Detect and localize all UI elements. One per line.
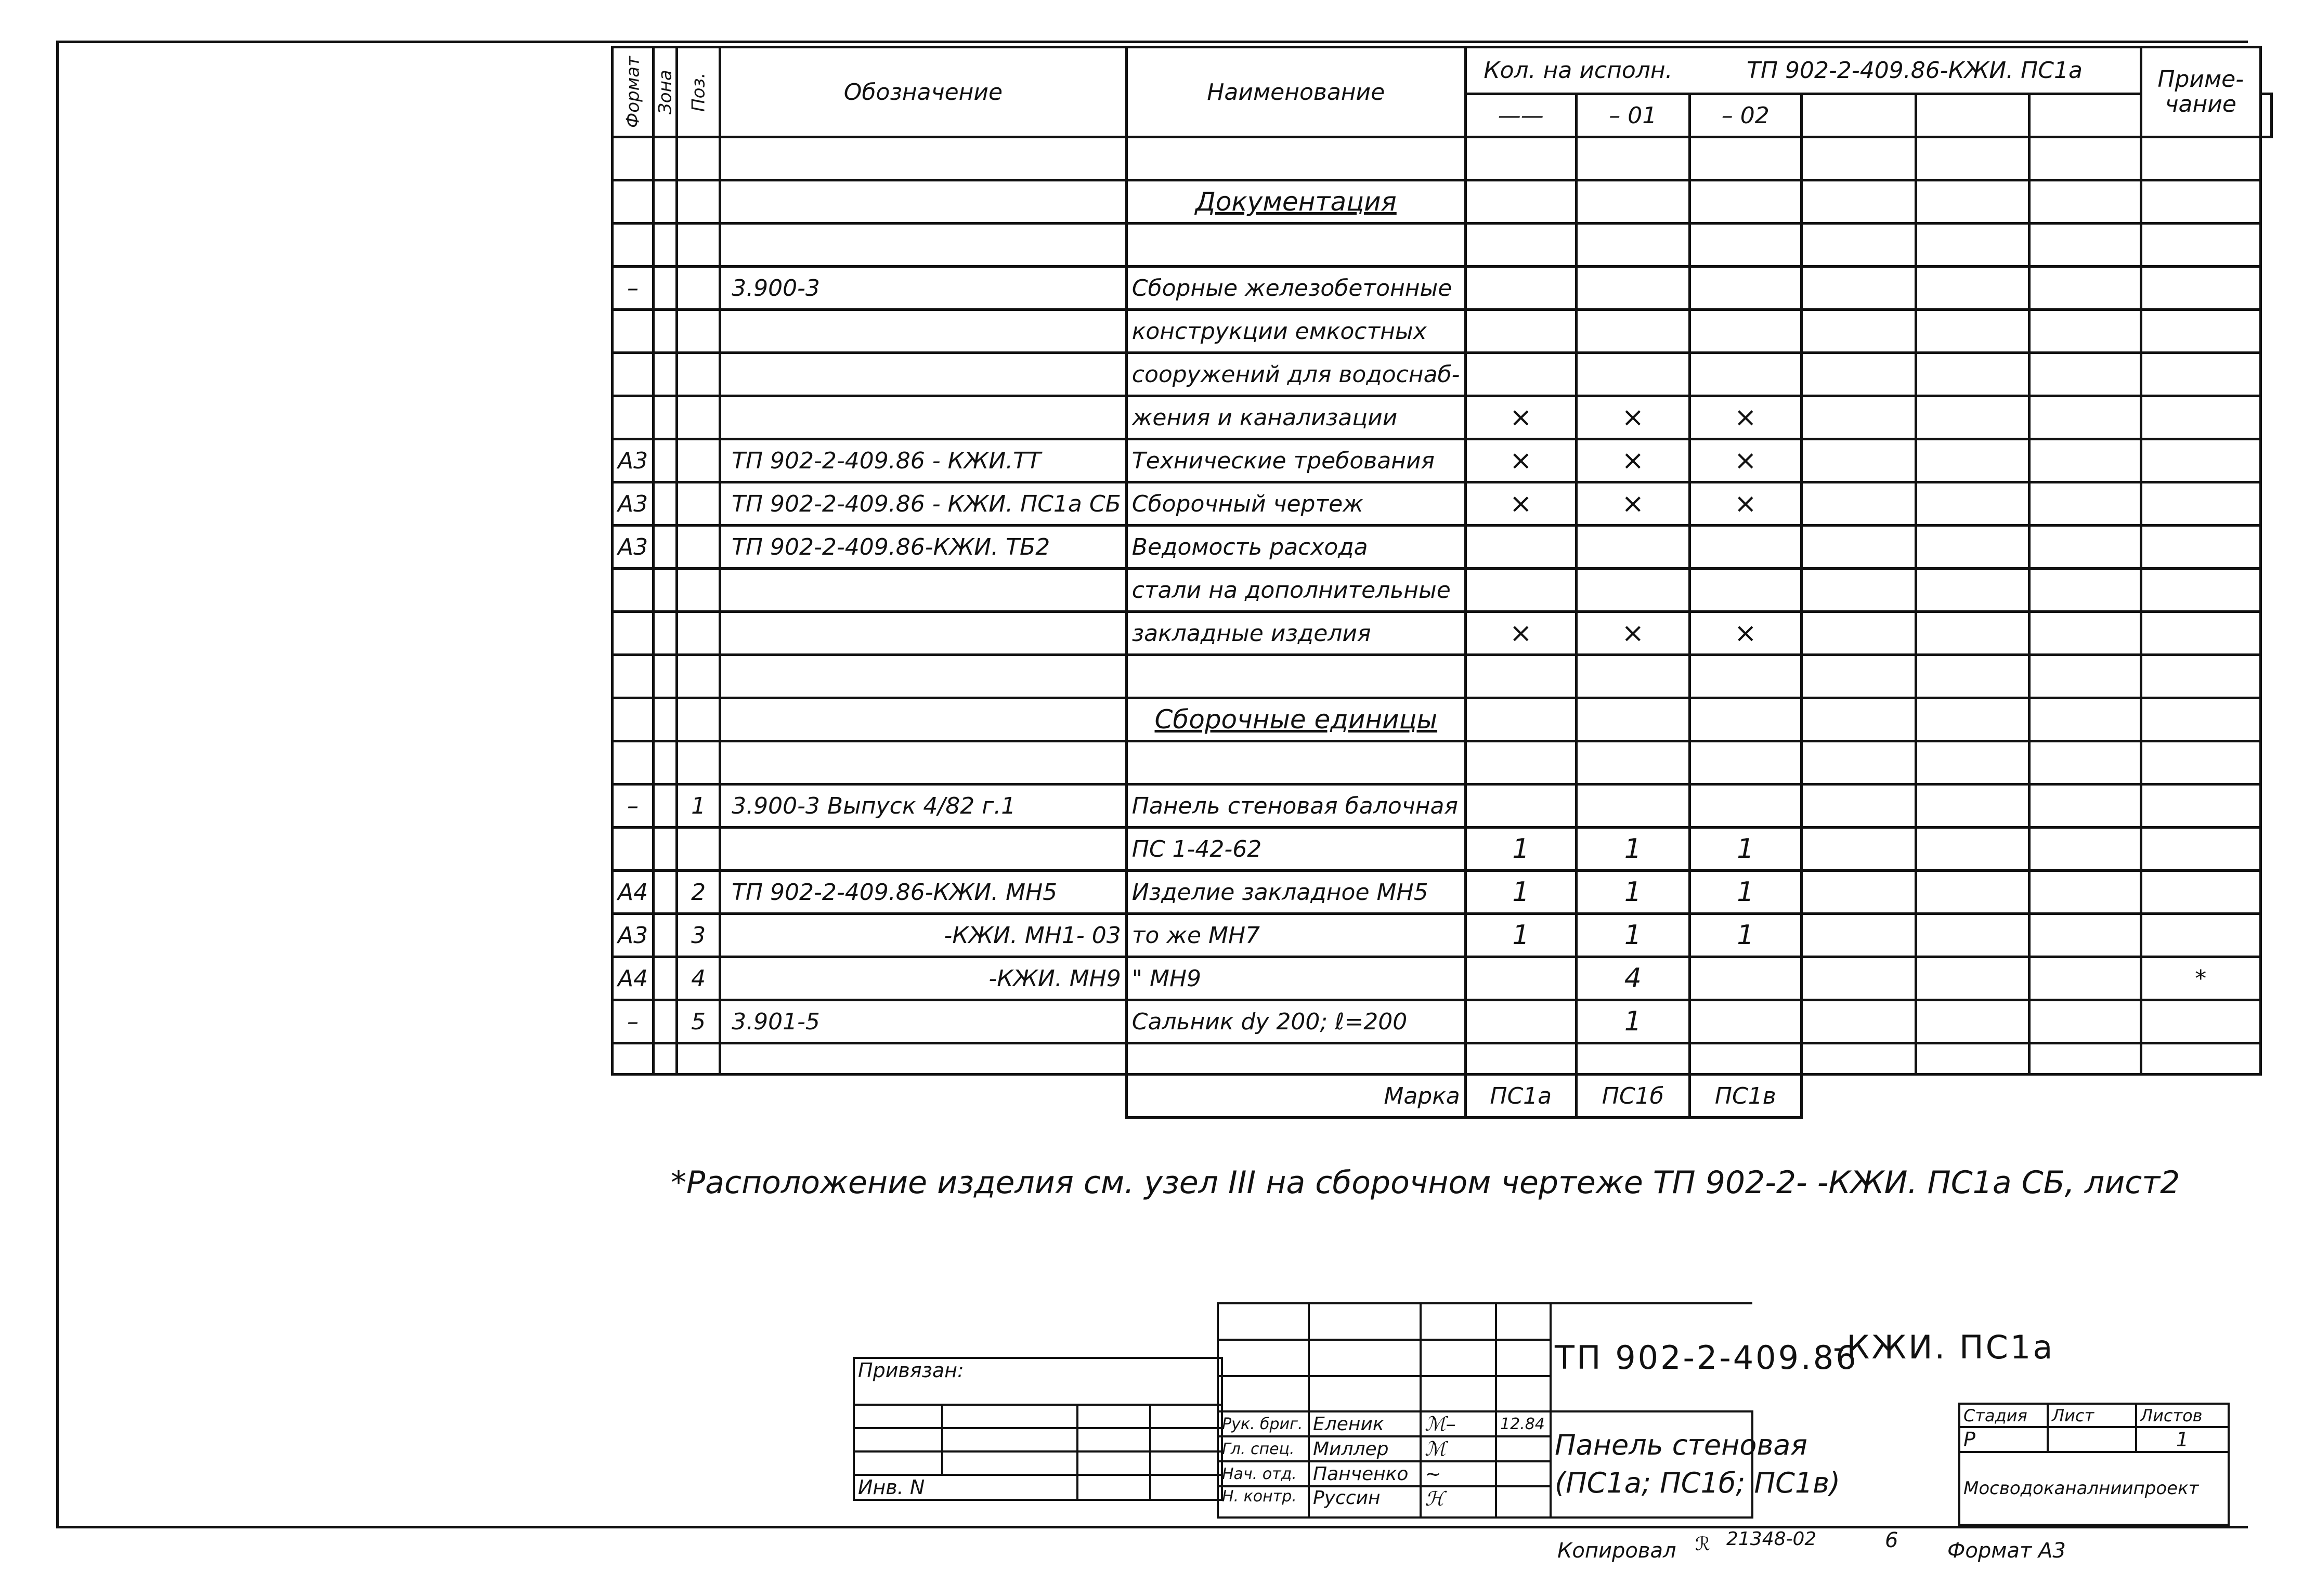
- role-0: Рук. бриг.: [1218, 1411, 1309, 1436]
- signature-block: [1217, 1302, 1858, 1519]
- cell-fmt: [613, 396, 654, 439]
- cell-zone: [654, 1000, 677, 1043]
- cell-note: [2141, 828, 2260, 871]
- cell-note: [2141, 569, 2260, 612]
- cell-q2: ×: [1689, 439, 1801, 482]
- cell-note: [2141, 612, 2260, 655]
- cell-q0: 1: [1465, 871, 1576, 914]
- cell-pos: 5: [677, 1000, 720, 1043]
- cell-des: -КЖИ. МН9: [720, 957, 1127, 1000]
- cell-q0: [1465, 1000, 1576, 1043]
- attached-label: Привязан:: [854, 1358, 1222, 1405]
- cell-q1: [1576, 784, 1689, 828]
- name-2: Панченко: [1309, 1461, 1421, 1486]
- cell-des: 3.901-5: [720, 1000, 1127, 1043]
- cell-q1: ×: [1576, 439, 1689, 482]
- cell-note: [2141, 439, 2260, 482]
- cell-q2: [1689, 267, 1801, 310]
- cell-fmt: [613, 828, 654, 871]
- cell-q2: [1689, 353, 1801, 396]
- doc-code-suffix: -КЖИ. ПС1а: [1833, 1328, 2055, 1366]
- cell-name: " МН9: [1126, 957, 1465, 1000]
- cell-q0: ×: [1465, 396, 1576, 439]
- date: 12.84: [1496, 1411, 1551, 1436]
- cell-q2: [1689, 784, 1801, 828]
- cell-zone: [654, 957, 677, 1000]
- cell-des: [720, 612, 1127, 655]
- cell-des: 3.900-3: [720, 267, 1127, 310]
- cell-pos: 4: [677, 957, 720, 1000]
- section-row: [613, 180, 2272, 224]
- cell-q0: [1465, 310, 1576, 353]
- stage-label: Стадия: [1959, 1404, 2048, 1427]
- cell-des: ТП 902-2-409.86-КЖИ. ТБ2: [720, 526, 1127, 569]
- organization: Мосводоканалниипроект: [1959, 1452, 2229, 1525]
- cell-des: ТП 902-2-409.86 - КЖИ. ПС1а СБ: [720, 482, 1127, 526]
- section-documentation: Документация: [1126, 180, 1465, 224]
- sheets-label: Листов: [2136, 1404, 2229, 1427]
- cell-zone: [654, 482, 677, 526]
- cell-name: Ведомость расхода: [1126, 526, 1465, 569]
- cell-fmt: А3: [613, 482, 654, 526]
- cell-name: Сальник dy 200; ℓ=200: [1126, 1000, 1465, 1043]
- cell-name: Панель стеновая балочная: [1126, 784, 1465, 828]
- table-row: [613, 353, 2272, 396]
- cell-note: [2141, 482, 2260, 526]
- table-row: [613, 267, 2272, 310]
- documentation-rows: [613, 267, 2272, 655]
- cell-fmt: [613, 569, 654, 612]
- signature-3: ℋ: [1421, 1486, 1496, 1517]
- cell-des: ТП 902-2-409.86 - КЖИ.ТТ: [720, 439, 1127, 482]
- name-1: Миллер: [1309, 1436, 1421, 1461]
- cell-q2: [1689, 310, 1801, 353]
- section-assembly-units: Сборочные единицы: [1126, 698, 1465, 741]
- cell-q1: [1576, 526, 1689, 569]
- cell-fmt: А3: [613, 439, 654, 482]
- table-row: [613, 871, 2272, 914]
- signature-0: ℳ–: [1421, 1411, 1496, 1436]
- cell-pos: [677, 396, 720, 439]
- col-pos: Поз.: [677, 47, 720, 137]
- cell-zone: [654, 784, 677, 828]
- page-number: 6: [1885, 1528, 1898, 1552]
- cell-q2: 1: [1689, 871, 1801, 914]
- cell-fmt: [613, 612, 654, 655]
- cell-pos: [677, 828, 720, 871]
- mark-label: Марка: [1126, 1075, 1465, 1118]
- cell-fmt: –: [613, 1000, 654, 1043]
- cell-pos: 3: [677, 914, 720, 957]
- table-row: [613, 396, 2272, 439]
- cell-q0: 1: [1465, 914, 1576, 957]
- cell-name: закладные изделия: [1126, 612, 1465, 655]
- exec-0: ——: [1465, 94, 1576, 137]
- sheet-label: Лист: [2048, 1404, 2136, 1427]
- cell-des: ТП 902-2-409.86-КЖИ. МН5: [720, 871, 1127, 914]
- cell-fmt: –: [613, 784, 654, 828]
- cell-name: стали на дополнительные: [1126, 569, 1465, 612]
- cell-fmt: А4: [613, 957, 654, 1000]
- cell-q0: ×: [1465, 439, 1576, 482]
- cell-name: Изделие закладное МН5: [1126, 871, 1465, 914]
- sheets-value: 1: [2136, 1427, 2229, 1452]
- cell-des: 3.900-3 Выпуск 4/82 г.1: [720, 784, 1127, 828]
- cell-name: Технические требования: [1126, 439, 1465, 482]
- stage-block: [1958, 1403, 2230, 1526]
- cell-zone: [654, 569, 677, 612]
- col-note: Приме- чание: [2141, 47, 2260, 137]
- cell-fmt: [613, 353, 654, 396]
- cell-pos: [677, 439, 720, 482]
- cell-name: Сборные железобетонные: [1126, 267, 1465, 310]
- cell-zone: [654, 526, 677, 569]
- cell-note: [2141, 1000, 2260, 1043]
- cell-note: [2141, 914, 2260, 957]
- table-row: [613, 784, 2272, 828]
- col-doc-code: ТП 902-2-409.86-КЖИ. ПС1а: [1689, 47, 2141, 94]
- cell-q0: ×: [1465, 482, 1576, 526]
- cell-name: ПС 1-42-62: [1126, 828, 1465, 871]
- cell-zone: [654, 396, 677, 439]
- cell-note: [2141, 267, 2260, 310]
- cell-q1: 4: [1576, 957, 1689, 1000]
- cell-des: -КЖИ. МН1- 03: [720, 914, 1127, 957]
- cell-q2: 1: [1689, 914, 1801, 957]
- cell-name: то же МН7: [1126, 914, 1465, 957]
- cell-q0: [1465, 784, 1576, 828]
- cell-zone: [654, 612, 677, 655]
- cell-note: [2141, 396, 2260, 439]
- cell-name: сооружений для водоснаб-: [1126, 353, 1465, 396]
- cell-q2: 1: [1689, 828, 1801, 871]
- mark-2: ПС1в: [1689, 1075, 1801, 1118]
- exec-2: – 02: [1689, 94, 1801, 137]
- cell-q2: ×: [1689, 612, 1801, 655]
- cell-pos: [677, 482, 720, 526]
- copied-label: Копировал: [1557, 1539, 1676, 1563]
- cell-pos: [677, 612, 720, 655]
- blank-row: [613, 741, 2272, 784]
- cell-q1: [1576, 353, 1689, 396]
- col-qty: Кол. на исполн.: [1465, 47, 1689, 94]
- cell-q2: [1689, 569, 1801, 612]
- cell-zone: [654, 439, 677, 482]
- cell-pos: [677, 526, 720, 569]
- cell-q1: ×: [1576, 482, 1689, 526]
- cell-note: *: [2141, 957, 2260, 1000]
- cell-q1: ×: [1576, 396, 1689, 439]
- cell-q0: [1465, 267, 1576, 310]
- blank-row: [613, 1043, 2272, 1075]
- blank-row: [613, 137, 2272, 180]
- cell-fmt: [613, 310, 654, 353]
- table-row: [613, 569, 2272, 612]
- exec-1: – 01: [1576, 94, 1689, 137]
- copy-signature: ℛ: [1695, 1534, 1710, 1555]
- blank-row: [613, 655, 2272, 698]
- cell-q2: [1689, 957, 1801, 1000]
- cell-pos: [677, 353, 720, 396]
- cell-q1: [1576, 310, 1689, 353]
- cell-q1: [1576, 267, 1689, 310]
- section-row: [613, 698, 2272, 741]
- cell-name: конструкции емкостных: [1126, 310, 1465, 353]
- cell-fmt: А3: [613, 526, 654, 569]
- cell-q0: [1465, 957, 1576, 1000]
- cell-note: [2141, 871, 2260, 914]
- cell-pos: [677, 310, 720, 353]
- role-1: Гл. спец.: [1218, 1436, 1309, 1461]
- cell-fmt: А3: [613, 914, 654, 957]
- cell-zone: [654, 353, 677, 396]
- col-designation: Обозначение: [720, 47, 1127, 137]
- cell-fmt: –: [613, 267, 654, 310]
- cell-q1: 1: [1576, 914, 1689, 957]
- cell-note: [2141, 353, 2260, 396]
- col-format: Формат: [613, 47, 654, 137]
- cell-zone: [654, 267, 677, 310]
- cell-note: [2141, 526, 2260, 569]
- cell-q0: [1465, 569, 1576, 612]
- table-row: [613, 914, 2272, 957]
- cell-q1: [1576, 569, 1689, 612]
- mark-row: [613, 1075, 2272, 1118]
- cell-note: [2141, 784, 2260, 828]
- cell-pos: [677, 267, 720, 310]
- signature-1: ℳ: [1421, 1436, 1496, 1461]
- title: Панель стеновая (ПС1а; ПС1б; ПС1в): [1551, 1411, 1752, 1517]
- cell-q1: 1: [1576, 1000, 1689, 1043]
- col-zone: Зона: [654, 47, 677, 137]
- table-row: [613, 1000, 2272, 1043]
- cell-note: [2141, 310, 2260, 353]
- mark-0: ПС1а: [1465, 1075, 1576, 1118]
- cell-pos: 1: [677, 784, 720, 828]
- cell-q1: 1: [1576, 828, 1689, 871]
- role-2: Нач. отд.: [1218, 1461, 1309, 1486]
- cell-q0: [1465, 526, 1576, 569]
- footnote: *Расположение изделия см. узел III на сборочном чертеже ТП 902-2- -КЖИ. ПС1а СБ, лист2: [671, 1165, 2180, 1201]
- stage-value: Р: [1959, 1427, 2048, 1452]
- cell-q1: 1: [1576, 871, 1689, 914]
- cell-q2: ×: [1689, 482, 1801, 526]
- cell-zone: [654, 871, 677, 914]
- cell-q0: 1: [1465, 828, 1576, 871]
- specification-table: [611, 46, 2273, 1119]
- cell-pos: [677, 569, 720, 612]
- table-row: [613, 612, 2272, 655]
- cell-des: [720, 396, 1127, 439]
- cell-q0: [1465, 353, 1576, 396]
- cell-zone: [654, 310, 677, 353]
- signature-2: ∼: [1421, 1461, 1496, 1486]
- table-row: [613, 957, 2272, 1000]
- cell-pos: 2: [677, 871, 720, 914]
- cell-name: жения и канализации: [1126, 396, 1465, 439]
- cell-zone: [654, 828, 677, 871]
- cell-des: [720, 828, 1127, 871]
- cell-zone: [654, 914, 677, 957]
- table-row: [613, 439, 2272, 482]
- table-row: [613, 526, 2272, 569]
- mark-1: ПС1б: [1576, 1075, 1689, 1118]
- inv-label: Инв. N: [854, 1475, 1077, 1500]
- cell-des: [720, 569, 1127, 612]
- table-row: [613, 310, 2272, 353]
- table-row: [613, 482, 2272, 526]
- cell-q2: ×: [1689, 396, 1801, 439]
- cell-fmt: А4: [613, 871, 654, 914]
- copy-number: 21348-02: [1726, 1528, 1817, 1550]
- table-row: [613, 828, 2272, 871]
- blank-row: [613, 224, 2272, 267]
- format-label: Формат А3: [1947, 1539, 2066, 1563]
- role-3: Н. контр.: [1218, 1486, 1309, 1517]
- name-0: Еленик: [1309, 1411, 1421, 1436]
- assembly-rows: [613, 784, 2272, 1043]
- name-3: Руссин: [1309, 1486, 1421, 1517]
- cell-q2: [1689, 1000, 1801, 1043]
- cell-q1: ×: [1576, 612, 1689, 655]
- col-name: Наименование: [1126, 47, 1465, 137]
- header-row: [613, 47, 2272, 94]
- cell-des: [720, 310, 1127, 353]
- cell-q2: [1689, 526, 1801, 569]
- cell-des: [720, 353, 1127, 396]
- cell-q0: ×: [1465, 612, 1576, 655]
- doc-code: ТП 902-2-409.86: [1551, 1303, 1752, 1411]
- cell-name: Сборочный чертеж: [1126, 482, 1465, 526]
- attached-block: [853, 1357, 1223, 1501]
